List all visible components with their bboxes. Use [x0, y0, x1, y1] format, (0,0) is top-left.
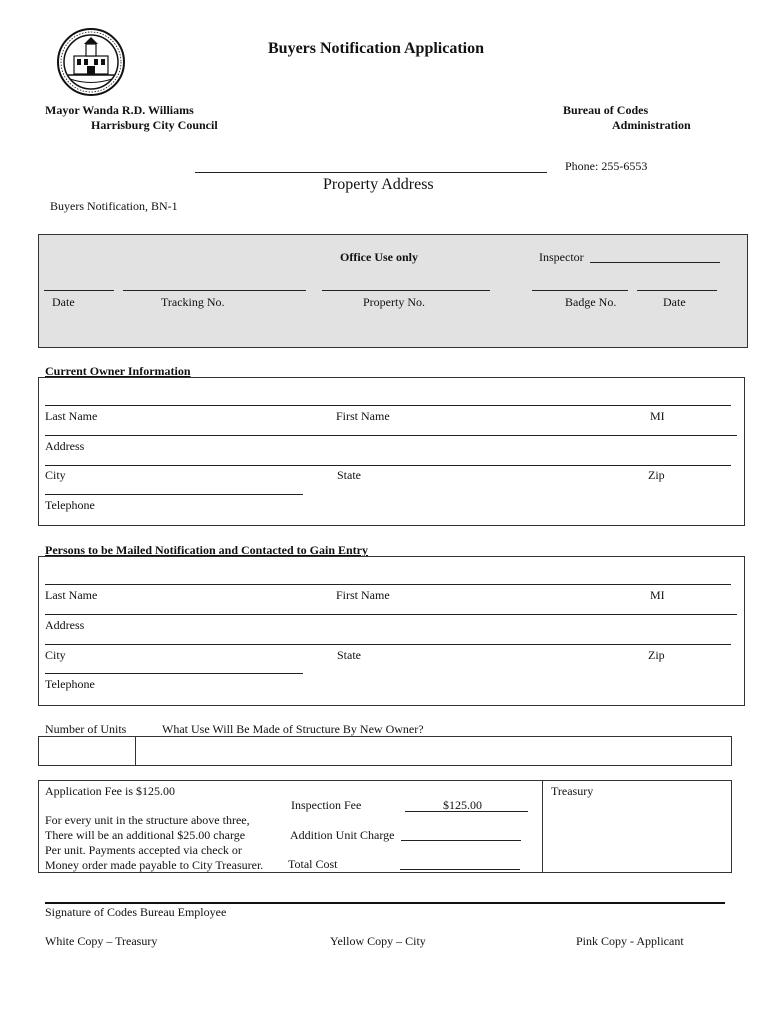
tracking-no-field[interactable]: [123, 290, 306, 291]
number-of-units-field[interactable]: [38, 736, 136, 766]
contact-last-name-label: Last Name: [45, 588, 98, 602]
bureau-subtitle: Administration: [612, 118, 691, 132]
form-title: Buyers Notification Application: [268, 40, 485, 57]
owner-city-label: City: [45, 468, 66, 482]
contact-telephone-field[interactable]: [45, 673, 303, 674]
pink-copy-label: Pink Copy - Applicant: [576, 934, 684, 948]
structure-use-label: What Use Will Be Made of Structure By New Owner?: [162, 722, 424, 736]
owner-state-label: State: [337, 468, 361, 482]
contact-mi-label: MI: [650, 588, 665, 602]
phone-number: Phone: 255-6553: [565, 159, 648, 173]
signature-label: Signature of Codes Bureau Employee: [45, 905, 227, 919]
badge-no-field[interactable]: [532, 290, 628, 291]
owner-address-field[interactable]: [45, 435, 737, 436]
addition-unit-charge-label: Addition Unit Charge: [290, 828, 395, 842]
fee-note-line3: Per unit. Payments accepted via check or: [45, 843, 242, 857]
office-date-field[interactable]: [44, 290, 114, 291]
total-cost-label: Total Cost: [288, 857, 338, 871]
inspection-fee-field: [405, 811, 528, 812]
fee-note-line1: For every unit in the structure above three,: [45, 813, 250, 827]
owner-address-label: Address: [45, 439, 85, 453]
tracking-no-label: Tracking No.: [161, 295, 225, 309]
structure-use-field[interactable]: [135, 736, 732, 766]
office-use-title: Office Use only: [340, 250, 418, 264]
property-address-field[interactable]: [195, 172, 547, 173]
form-code: Buyers Notification, BN-1: [50, 199, 178, 213]
owner-name-field[interactable]: [45, 405, 731, 406]
inspection-fee-value: $125.00: [443, 798, 482, 812]
persons-mailed-section: [38, 556, 745, 706]
white-copy-label: White Copy – Treasury: [45, 934, 158, 948]
contact-state-label: State: [337, 648, 361, 662]
owner-telephone-label: Telephone: [45, 498, 95, 512]
contact-address-field[interactable]: [45, 614, 737, 615]
office-date2-field[interactable]: [637, 290, 717, 291]
owner-telephone-field[interactable]: [45, 494, 303, 495]
inspector-label: Inspector: [539, 250, 584, 264]
contact-city-field[interactable]: [45, 644, 731, 645]
addition-unit-charge-field[interactable]: [401, 840, 521, 841]
signature-line[interactable]: [45, 902, 725, 904]
office-date2-label: Date: [663, 295, 686, 309]
current-owner-section: [38, 377, 745, 526]
owner-city-field[interactable]: [45, 465, 731, 466]
contact-address-label: Address: [45, 618, 85, 632]
contact-name-field[interactable]: [45, 584, 731, 585]
bureau-name: Bureau of Codes: [563, 103, 649, 117]
fee-note-line2: There will be an additional $25.00 charge: [45, 828, 246, 842]
fee-note-line4: Money order made payable to City Treasurer.: [45, 858, 264, 872]
city-council-name: Harrisburg City Council: [91, 118, 218, 132]
yellow-copy-label: Yellow Copy – City: [330, 934, 426, 948]
contact-zip-label: Zip: [648, 648, 665, 662]
owner-first-name-label: First Name: [336, 409, 390, 423]
current-owner-heading: Current Owner Information: [45, 364, 191, 378]
office-date-label: Date: [52, 295, 75, 309]
persons-mailed-heading: Persons to be Mailed Notification and Contacted to Gain Entry: [45, 543, 368, 557]
owner-last-name-label: Last Name: [45, 409, 98, 423]
treasury-label: Treasury: [551, 784, 594, 798]
property-address-label: Property Address: [323, 176, 434, 193]
badge-no-label: Badge No.: [565, 295, 617, 309]
contact-first-name-label: First Name: [336, 588, 390, 602]
contact-telephone-label: Telephone: [45, 677, 95, 691]
contact-city-label: City: [45, 648, 66, 662]
property-no-field[interactable]: [322, 290, 490, 291]
mayor-name: Mayor Wanda R.D. Williams: [45, 103, 194, 117]
inspection-fee-label: Inspection Fee: [291, 798, 362, 812]
application-fee-text: Application Fee is $125.00: [45, 784, 175, 798]
number-of-units-label: Number of Units: [45, 722, 127, 736]
owner-zip-label: Zip: [648, 468, 665, 482]
city-seal-logo: [56, 28, 126, 96]
total-cost-field[interactable]: [400, 869, 520, 870]
inspector-field[interactable]: [590, 262, 720, 263]
property-no-label: Property No.: [363, 295, 425, 309]
owner-mi-label: MI: [650, 409, 665, 423]
